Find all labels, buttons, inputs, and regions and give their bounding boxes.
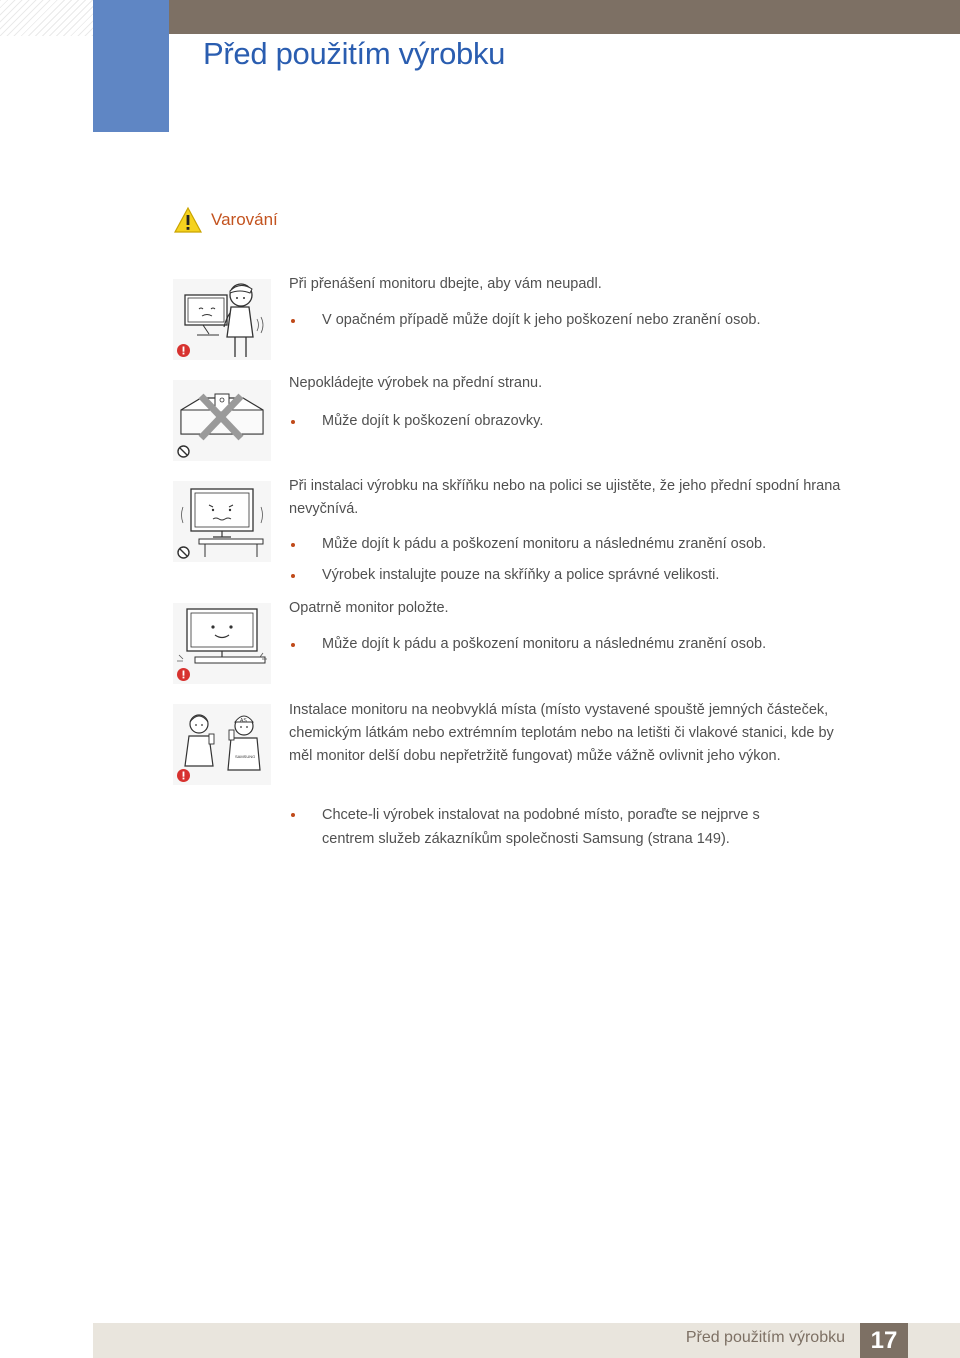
bullet-dot <box>291 420 295 424</box>
item-3-bullet-2: Výrobek instalujte pouze na skříňky a police správné velikosti. <box>289 564 849 587</box>
caution-icon <box>177 344 190 357</box>
page-title: Před použitím výrobku <box>203 36 506 71</box>
section-title: Varování <box>211 210 278 229</box>
item-5-bullet-1: Chcete-li výrobek instalovat na podobné místo, poraďte se nejprve s centrem služeb zákazníkům společnosti Samsung (strana 149). <box>289 803 789 851</box>
prohibited-icon <box>177 546 190 559</box>
bullet-dot <box>291 643 295 647</box>
item-5-text: Instalace monitoru na neobvyklá místa (místo vystavené spouště jemných částeček, chemickým látkám nebo extrémním teplotám nebo na letišti či vlakové stanici, kde by měl monitor delší dobu nepřetržitě fungovat) může vážně ovlivnit jeho výkon. <box>289 702 834 764</box>
section-heading <box>173 205 278 235</box>
shirt-brand: SAMSUNG <box>235 754 256 759</box>
illustration-carry-monitor <box>173 279 271 360</box>
item-1-text: Při přenášení monitoru dbejte, aby vám neupadl. <box>289 276 602 292</box>
bullet-dot <box>291 319 295 323</box>
cap-badge: AS <box>240 718 247 724</box>
illustration-face-down <box>173 380 271 461</box>
page-number: 17 <box>860 1323 908 1358</box>
prohibited-icon <box>177 445 190 458</box>
caution-icon <box>177 668 190 681</box>
header-bar <box>169 0 960 34</box>
item-3-text: Při instalaci výrobku na skříňku nebo na polici se ujistěte, že jeho přední spodní hrana nevyčnívá. <box>289 478 841 517</box>
item-2-bullet-1: Může dojít k poškození obrazovky. <box>289 410 849 433</box>
item-4-text: Opatrně monitor položte. <box>289 600 449 616</box>
item-1-bullet-1: V opačném případě může dojít k jeho poškození nebo zranění osob. <box>289 309 849 332</box>
item-2-text: Nepokládejte výrobek na přední stranu. <box>289 375 543 391</box>
chapter-tab <box>93 0 169 132</box>
bullet-dot <box>291 813 295 817</box>
item-3-bullet-1: Může dojít k pádu a poškození monitoru a následnému zranění osob. <box>289 533 849 556</box>
footer-section-title: Před použitím výrobku <box>685 1329 845 1346</box>
corner-hatch <box>0 0 93 36</box>
caution-icon <box>177 769 190 782</box>
warning-triangle-icon <box>173 206 203 234</box>
illustration-shelf-edge <box>173 481 271 562</box>
illustration-place-gently <box>173 603 271 684</box>
item-4-bullet-1: Může dojít k pádu a poškození monitoru a následnému zranění osob. <box>289 633 849 656</box>
bullet-dot <box>291 543 295 547</box>
illustration-service-call <box>173 704 271 785</box>
bullet-dot <box>291 574 295 578</box>
